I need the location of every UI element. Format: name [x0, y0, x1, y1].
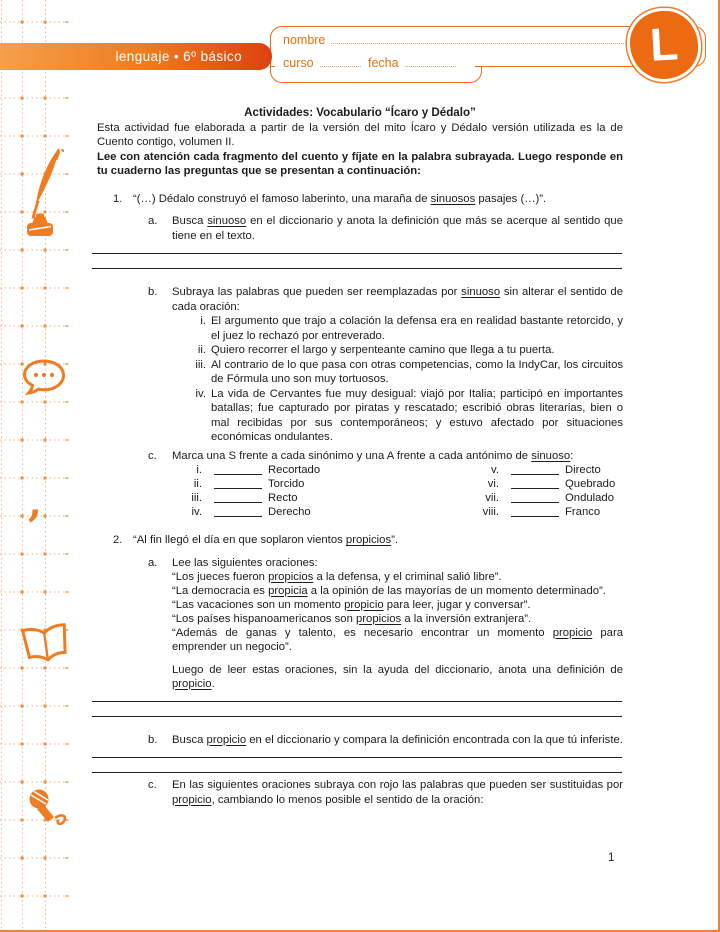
question-1-number: 1.	[113, 192, 123, 205]
synonym-antonym-grid	[172, 464, 623, 520]
question-1b-item-iii: iii. Al contrario de lo que pasa con otras competencias, como la IndyCar, los circuitos de Fórmula uno son muy tortuosos.	[195, 358, 623, 385]
syn-row: vii. Ondulado	[485, 492, 614, 505]
answer-line[interactable]	[92, 701, 622, 702]
syn-row: iv. Derecho	[191, 506, 311, 519]
inkwell-icon	[22, 212, 58, 240]
question-1b-item-ii: ii. Quiero recorrer el largo y serpenteante camino que llega a tu puerta.	[197, 344, 555, 356]
subject-banner	[0, 43, 272, 70]
question-1b-text: Subraya las palabras que pueden ser reemplazadas por sinuoso sin alterar el sentido de cada oración: i. El argumento que trajo a colación la defensa era en realidad bastante retorcido, y el juez lo rechazó por entreverado. ii. Quiero recorrer el largo y serpenteante camino que llega a tu puerta. iii. Al contrario de lo que pasa con otras competencias, como la IndyCar, los circuitos de Fórmula uno son muy tortuosos. iv. La vida de Cervantes fue muy desigual: viajó por Italia; participó en importantes batallas; fue capturado por piratas y rescatado; escribió obras literarias, bien o mal recibidas por sus contemporáneos; y estuvo afectado por situaciones económicas ondulantes.	[172, 286, 623, 443]
page-number: 1	[608, 852, 615, 864]
question-2c-label: c.	[148, 779, 157, 791]
question-1	[97, 192, 623, 207]
question-1c-text: Marca una S frente a cada sinónimo y una A frente a cada antónimo de sinuoso: i. Recortado ii. Torcido iii. Recto iv. Derecho v. Directo vi. Quebrado vii. Ondulado viii. Franco	[172, 449, 623, 534]
example-sentence: “Los jueces fueron propicios a la defensa, y el criminal salió libre”.	[172, 570, 502, 583]
answer-line[interactable]	[92, 757, 622, 758]
write-in-blank[interactable]	[214, 464, 262, 475]
fecha-label: fecha	[368, 56, 399, 70]
speech-bubble-icon	[20, 358, 68, 398]
syn-row: iii. Recto	[191, 492, 298, 505]
fecha-input-line[interactable]	[405, 66, 456, 67]
question-2a	[97, 556, 623, 691]
example-sentence: “Las vacaciones son un momento propicio para leer, jugar y conversar”.	[172, 598, 531, 611]
question-1c	[97, 449, 623, 534]
curso-label: curso	[283, 56, 314, 70]
write-in-blank[interactable]	[511, 478, 559, 489]
write-in-blank[interactable]	[214, 506, 262, 517]
question-2b-label: b.	[148, 733, 158, 746]
intro-paragraph: Esta actividad fue elaborada a partir de la versión del mito Ícaro y Dédalo versión utilizada es la de Cuento contigo, volumen II.	[97, 121, 623, 148]
write-in-blank[interactable]	[511, 506, 559, 517]
question-2b-text: Busca propicio en el diccionario y compara la definición encontrada con la que tú inferiste.	[172, 733, 623, 746]
syn-row: vi. Quebrado	[487, 478, 616, 491]
syn-row: i. Recortado	[196, 464, 321, 477]
example-sentence: “Además de ganas y talento, es necesario encontrar un momento propicio para emprender un negocio”.	[172, 626, 624, 653]
syn-row: viii. Franco	[482, 506, 601, 519]
question-2c	[97, 778, 623, 807]
example-sentence: “Los países hispanoamericanos son propicios a la inversión extranjera”.	[172, 612, 532, 625]
question-1a-label: a.	[148, 215, 158, 227]
question-1a-text: Busca sinuoso en el diccionario y anota la definición que más se acerque al sentido que tiene en el texto.	[172, 215, 623, 242]
question-2	[97, 533, 623, 548]
question-1c-label: c.	[148, 449, 157, 462]
question-2a-label: a.	[148, 556, 158, 569]
book-icon	[17, 619, 75, 674]
question-1b-item-i: i. El argumento que trajo a colación la defensa era en realidad bastante retorcido, y el juez lo rechazó por entreverado.	[200, 315, 623, 342]
worksheet-content	[97, 106, 623, 807]
question-2a-intro: Lee las siguientes oraciones:	[172, 556, 318, 569]
example-sentence: “La democracia es propicia a la opinión de las mayorías de un momento determinado”.	[172, 584, 606, 597]
curso-field	[283, 56, 361, 70]
instructions-paragraph: Lee con atención cada fragmento del cuento y fíjate en la palabra subrayada. Luego responde en tu cuaderno las preguntas que se presentan a continuación:	[97, 150, 623, 177]
nombre-field	[283, 33, 632, 47]
write-in-blank[interactable]	[214, 478, 262, 489]
fecha-field	[368, 56, 456, 70]
question-1b-label: b.	[148, 286, 158, 298]
page-title: Actividades: Vocabulario “Ícaro y Dédalo”	[244, 106, 476, 119]
question-1b	[97, 285, 623, 445]
question-2b	[97, 733, 623, 748]
write-in-blank[interactable]	[511, 464, 559, 475]
microphone-icon	[22, 786, 74, 834]
question-2c-text: En las siguientes oraciones subraya con rojo las palabras que pueden ser sustituidas por propicio, cambiando lo menos posible el sentido de la oración:	[172, 779, 623, 806]
nombre-label: nombre	[283, 33, 326, 47]
question-2a-followup: Luego de leer estas oraciones, sin la ayuda del diccionario, anota una definición de propicio.	[172, 663, 623, 690]
syn-row: ii. Torcido	[193, 478, 305, 491]
logo-badge	[630, 11, 698, 79]
comma-icon: ,	[28, 479, 42, 526]
syn-row: v. Directo	[491, 464, 601, 477]
question-1a	[97, 214, 623, 243]
subject-banner-label: lenguaje • 6º básico	[115, 49, 242, 64]
question-2a-text	[172, 556, 623, 691]
logo-letter: L	[648, 16, 680, 71]
nombre-input-line[interactable]	[331, 43, 632, 44]
question-1-quote: “(…) Dédalo construyó el famoso laberinto, una maraña de sinuosos pasajes (…)”.	[133, 192, 547, 205]
question-2-quote: “Al fin llegó el día en que soplaron vientos propicios”.	[133, 534, 399, 546]
question-2-number: 2.	[113, 534, 123, 546]
curso-input-line[interactable]	[320, 66, 361, 67]
write-in-blank[interactable]	[511, 492, 559, 503]
write-in-blank[interactable]	[214, 492, 262, 503]
answer-line[interactable]	[92, 253, 622, 254]
question-1b-item-iv: iv. La vida de Cervantes fue muy desigual: viajó por Italia; participó en importantes batallas; fue capturado por piratas y rescatado; escribió obras literarias, bien o mal recibidas por sus contemporáneos; y estuvo afectado por situaciones económicas ondulantes.	[195, 387, 623, 443]
